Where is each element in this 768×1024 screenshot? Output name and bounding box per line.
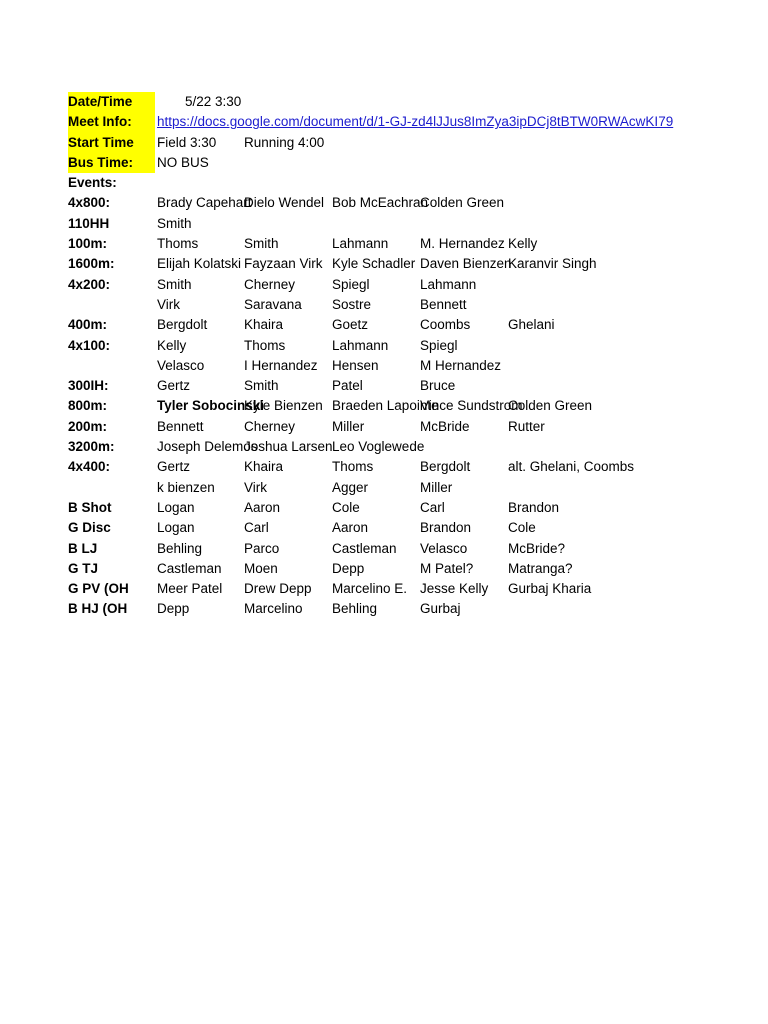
athlete-cell: Vince Sundstrom bbox=[420, 398, 523, 414]
athlete-cell: Behling bbox=[157, 540, 203, 556]
athlete-cell: Patel bbox=[332, 378, 363, 394]
athlete-cell: Lahmann bbox=[332, 236, 389, 252]
athlete-cell: Virk bbox=[157, 296, 181, 312]
athlete-cell: Bob McEachran bbox=[332, 195, 429, 211]
athlete-cell: Braeden Lapointe bbox=[332, 398, 439, 414]
athlete-cell: Velasco bbox=[420, 540, 468, 556]
athlete-cell bbox=[420, 437, 508, 457]
athlete-cell bbox=[508, 437, 708, 457]
athlete-cell bbox=[508, 376, 708, 396]
event-label: B LJ bbox=[68, 540, 98, 556]
athlete-cell: Colden Green bbox=[420, 195, 505, 211]
athlete-cell bbox=[244, 214, 332, 234]
athlete-cell: Cole bbox=[332, 499, 360, 515]
athlete-cell: Gurbaj Kharia bbox=[508, 581, 592, 597]
athlete-cell: Miller bbox=[332, 418, 365, 434]
date-value: 5/22 3:30 bbox=[185, 94, 242, 109]
event-label: 3200m: bbox=[68, 439, 115, 455]
athlete-cell: Spiegl bbox=[332, 276, 370, 292]
athlete-cell: Behling bbox=[332, 601, 378, 617]
athlete-cell: Logan bbox=[157, 499, 195, 515]
athlete-cell: Bennett bbox=[420, 296, 467, 312]
athlete-cell: Gurbaj bbox=[420, 601, 461, 617]
event-label bbox=[68, 356, 155, 376]
athlete-cell: Marcelino E. bbox=[332, 581, 408, 597]
athlete-cell: Kyle Bienzen bbox=[244, 398, 323, 414]
athlete-cell: Cherney bbox=[244, 276, 296, 292]
bus-label: Bus Time: bbox=[68, 153, 155, 173]
events-label: Events: bbox=[68, 175, 117, 191]
athlete-cell: Castleman bbox=[332, 540, 397, 556]
athlete-cell: Brandon bbox=[420, 520, 472, 536]
athlete-cell bbox=[508, 336, 708, 356]
athlete-cell: Velasco bbox=[157, 357, 205, 373]
event-label: 4x800: bbox=[68, 195, 111, 211]
athlete-cell: Daven Bienzen bbox=[420, 256, 512, 272]
event-label: 4x100: bbox=[68, 337, 111, 353]
event-label: G TJ bbox=[68, 560, 99, 576]
athlete-cell: Karanvir Singh bbox=[508, 256, 597, 272]
athlete-cell: Logan bbox=[157, 520, 195, 536]
athlete-cell: Depp bbox=[157, 601, 190, 617]
event-label bbox=[68, 478, 155, 498]
event-label: 4x400: bbox=[68, 459, 111, 475]
athlete-cell: k bienzen bbox=[157, 479, 215, 495]
athlete-cell: Dielo Wendel bbox=[244, 195, 325, 211]
athlete-cell: Depp bbox=[332, 560, 365, 576]
meet-label: Meet Info: bbox=[68, 112, 155, 132]
event-label: G PV (OH bbox=[68, 581, 129, 597]
athlete-cell: Saravana bbox=[244, 296, 302, 312]
athlete-cell: M. Hernandez bbox=[420, 236, 505, 252]
athlete-cell: Fayzaan Virk bbox=[244, 256, 323, 272]
athlete-cell: alt. Ghelani, Coombs bbox=[508, 459, 635, 475]
athlete-cell: Leo Voglewede bbox=[332, 439, 425, 455]
athlete-cell: Matranga? bbox=[508, 560, 573, 576]
athlete-cell bbox=[420, 214, 508, 234]
start-running-time: Running 4:00 bbox=[244, 134, 325, 150]
athlete-cell: Thoms bbox=[332, 459, 374, 475]
athlete-cell: Brandon bbox=[508, 499, 560, 515]
athlete-cell bbox=[508, 193, 708, 213]
athlete-cell: Parco bbox=[244, 540, 280, 556]
athlete-cell: Colden Green bbox=[508, 398, 593, 414]
athlete-cell: I Hernandez bbox=[244, 357, 318, 373]
athlete-cell: Aaron bbox=[244, 499, 281, 515]
athlete-cell: Drew Depp bbox=[244, 581, 312, 597]
athlete-cell: McBride bbox=[420, 418, 470, 434]
athlete-cell: Cole bbox=[508, 520, 536, 536]
athlete-cell: Lahmann bbox=[332, 337, 389, 353]
event-label: 400m: bbox=[68, 317, 108, 333]
athlete-cell: Bergdolt bbox=[420, 459, 471, 475]
athlete-cell: Elijah Kolatski bbox=[157, 256, 242, 272]
event-label: G Disc bbox=[68, 520, 111, 536]
athlete-cell: Bennett bbox=[157, 418, 204, 434]
athlete-cell: Marcelino bbox=[244, 601, 303, 617]
event-label: B Shot bbox=[68, 499, 112, 515]
athlete-cell: Kelly bbox=[157, 337, 187, 353]
athlete-cell: Goetz bbox=[332, 317, 369, 333]
athlete-cell: Carl bbox=[244, 520, 269, 536]
event-label: 1600m: bbox=[68, 256, 115, 272]
athlete-cell: Khaira bbox=[244, 459, 284, 475]
athlete-cell bbox=[332, 214, 420, 234]
athlete-cell: Bergdolt bbox=[157, 317, 208, 333]
start-field-time: Field 3:30 bbox=[157, 134, 217, 150]
athlete-cell: Smith bbox=[244, 236, 279, 252]
athlete-cell: Aaron bbox=[332, 520, 369, 536]
athlete-cell: Thoms bbox=[157, 236, 199, 252]
athlete-cell: Moen bbox=[244, 560, 278, 576]
athlete-cell bbox=[508, 214, 708, 234]
athlete-cell: Coombs bbox=[420, 317, 471, 333]
athlete-cell: Smith bbox=[157, 215, 192, 231]
athlete-cell: Lahmann bbox=[420, 276, 477, 292]
athlete-cell: Khaira bbox=[244, 317, 284, 333]
athlete-cell: Thoms bbox=[244, 337, 286, 353]
event-label: 100m: bbox=[68, 236, 108, 252]
athlete-cell: Sostre bbox=[332, 296, 372, 312]
athlete-cell: Castleman bbox=[157, 560, 222, 576]
athlete-cell: Smith bbox=[157, 276, 192, 292]
athlete-cell: Cherney bbox=[244, 418, 296, 434]
athlete-cell: Smith bbox=[244, 378, 279, 394]
athlete-cell: McBride? bbox=[508, 540, 566, 556]
event-label bbox=[68, 295, 155, 315]
bus-value: NO BUS bbox=[157, 154, 209, 170]
athlete-cell: Virk bbox=[244, 479, 268, 495]
athlete-cell: Jesse Kelly bbox=[420, 581, 489, 597]
athlete-cell: Rutter bbox=[508, 418, 545, 434]
athlete-cell: Ghelani bbox=[508, 317, 555, 333]
athlete-cell: Spiegl bbox=[420, 337, 458, 353]
meet-info-link[interactable]: https://docs.google.com/document/d/1-GJ-zd4lJJus8ImZya3ipDCj8tBTW0RWAcwKI79 bbox=[157, 114, 674, 130]
athlete-cell: Miller bbox=[420, 479, 453, 495]
start-label: Start Time bbox=[68, 133, 155, 153]
athlete-cell: M Hernandez bbox=[420, 357, 502, 373]
athlete-cell bbox=[508, 599, 708, 619]
event-label: B HJ (OH bbox=[68, 601, 128, 617]
date-label: Date/Time bbox=[68, 92, 155, 112]
athlete-cell bbox=[508, 275, 708, 295]
event-label: 200m: bbox=[68, 418, 108, 434]
event-label: 4x200: bbox=[68, 276, 111, 292]
athlete-cell: Joshua Larsen bbox=[244, 439, 333, 455]
athlete-cell: Kelly bbox=[508, 236, 538, 252]
athlete-cell: Carl bbox=[420, 499, 445, 515]
athlete-cell: Joseph Delemos bbox=[157, 439, 258, 455]
event-label: 300IH: bbox=[68, 378, 109, 394]
athlete-cell: Bruce bbox=[420, 378, 456, 394]
athlete-cell bbox=[508, 478, 708, 498]
athlete-cell: Hensen bbox=[332, 357, 379, 373]
athlete-cell: Agger bbox=[332, 479, 369, 495]
athlete-cell: Tyler Sobocinski bbox=[157, 398, 265, 414]
athlete-cell: M Patel? bbox=[420, 560, 474, 576]
athlete-cell: Brady Capehart bbox=[157, 195, 252, 211]
athlete-cell bbox=[508, 295, 708, 315]
event-label: 800m: bbox=[68, 398, 108, 414]
athlete-cell: Gertz bbox=[157, 459, 191, 475]
athlete-cell bbox=[508, 356, 708, 376]
athlete-cell: Meer Patel bbox=[157, 581, 223, 597]
athlete-cell: Kyle Schadler bbox=[332, 256, 416, 272]
event-label: 110HH bbox=[68, 215, 110, 231]
athlete-cell: Gertz bbox=[157, 378, 191, 394]
